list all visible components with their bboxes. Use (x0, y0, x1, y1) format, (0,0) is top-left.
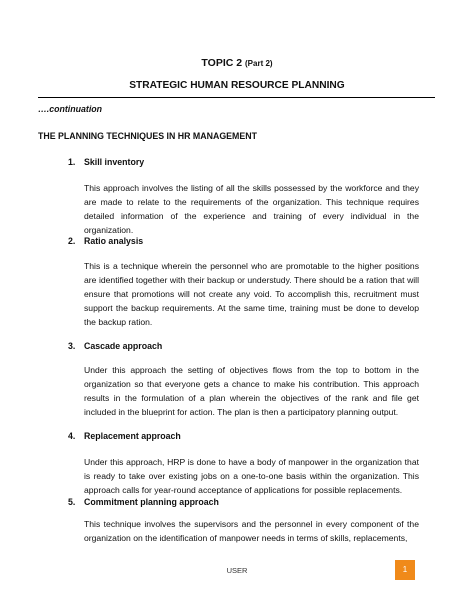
item-number: 4. (68, 431, 76, 441)
item-heading-label: Ratio analysis (84, 236, 144, 246)
item-number: 3. (68, 341, 76, 351)
page-number-badge: 1 (395, 560, 415, 580)
item-body-commitment-planning: This technique involves the supervisors and the personnel in every component of the organization on the identification of manpower needs in terms of skills, replacements, (84, 519, 419, 543)
item-number: 5. (68, 497, 76, 507)
item-heading-label: Replacement approach (84, 431, 181, 441)
item-body-ratio-analysis: This is a technique wherein the personnel who are promotable to the higher positions are identified together with their backup or understudy. There should be a ration that will ensure that promotions will not create any void. To accomplish this, recruitment must support the backup requirements. At the same time, training must be done to develop the backup ration. (84, 261, 419, 327)
item-body-skill-inventory: This approach involves the listing of all the skills possessed by the workforce and they are made to relate to the requirements of the organization. This technique requires detailed information of the experience and training of every individual in the organization. (84, 183, 419, 235)
item-number: 2. (68, 236, 76, 246)
page-title: STRATEGIC HUMAN RESOURCE PLANNING (129, 80, 345, 91)
title-divider (38, 97, 435, 98)
footer-user-label: USER (226, 566, 248, 575)
continuation-label: ….continuation (38, 104, 103, 114)
item-number: 1. (68, 157, 76, 167)
item-heading-label: Commitment planning approach (84, 497, 219, 507)
item-body-replacement-approach: Under this approach, HRP is done to have a body of manpower in the organization that is ready to take over existing jobs on a one-to-one basis within the organization. This approach calls for year-round acceptance of applications for possible replacements. (84, 457, 419, 495)
topic-part: (Part 2) (245, 59, 273, 68)
item-heading-label: Skill inventory (84, 157, 145, 167)
topic-label: TOPIC 2 (201, 57, 243, 69)
item-heading-label: Cascade approach (84, 341, 163, 351)
topic-heading (0, 57, 474, 69)
section-title: THE PLANNING TECHNIQUES IN HR MANAGEMENT (38, 131, 257, 141)
item-body-cascade-approach: Under this approach the setting of objectives flows from the top to bottom in the organization so that everyone gets a chance to make his contribution. This approach results in the formulation of a plan wherein the objectives of the rank and file get included in the blueprint for action. The plan is then a participatory planning output. (84, 365, 419, 417)
